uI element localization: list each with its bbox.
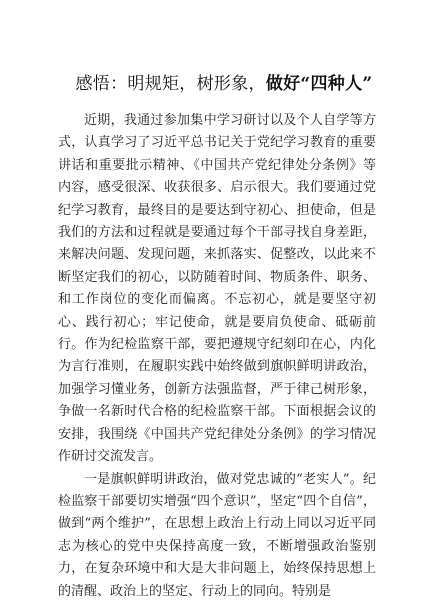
paragraph-intro: 近期，我通过参加集中学习研讨以及个人自学等方式，认真学习了习近平总书记关于党纪学习教育的重要讲话和重要批示精神、《中国共产党纪律处分条例》等内容，感受很深、收获很多、启示很大。我们要通过党纪学习教育，最终目的是要达到守初心、担使命，但是我们的方法和过程就是要通过每个干部寻找自身差距，来解决问题、发现问题，来抓落实、促整改，以此来不断坚定我们的初心，以防随着时间、物质条件、职务、和工作岗位的变化而偏离。不忘初心，就是要坚守初心、践行初心；牢记使命，就是要肩负使命、砥砺前行。作为纪检监察干部，要把遵规守纪刻印在心，内化为言行准则，在履职实践中始终做到旗帜鲜明讲政治，加强学习懂业务，创新方法强监督，严于律己树形象，争做一名新时代合格的纪检监察干部。下面根据会议的安排，我围绕《中国共产党纪律处分条例》的学习情况作研讨交流发言。 bbox=[58, 113, 376, 465]
paragraph-point-one: 一是旗帜鲜明讲政治，做对党忠诚的“老实人”。纪检监察干部要切实增强“四个意识”，坚定“四个自信”，做到“两个维护”，在思想上政治上行动上同以习近平同志为核心的党中央保持高度一致，不断增强政治鉴别力，在复杂环境中和大是大非问题上，始终保持思想上的清醒、政治上的坚定、行动上的同向。特别是 bbox=[58, 471, 376, 599]
title-emphasis: 做好“四种人” bbox=[265, 74, 373, 94]
document-body bbox=[58, 110, 376, 603]
title-text: 感悟：明规矩，树形象， bbox=[75, 74, 266, 94]
document-title bbox=[0, 72, 448, 96]
